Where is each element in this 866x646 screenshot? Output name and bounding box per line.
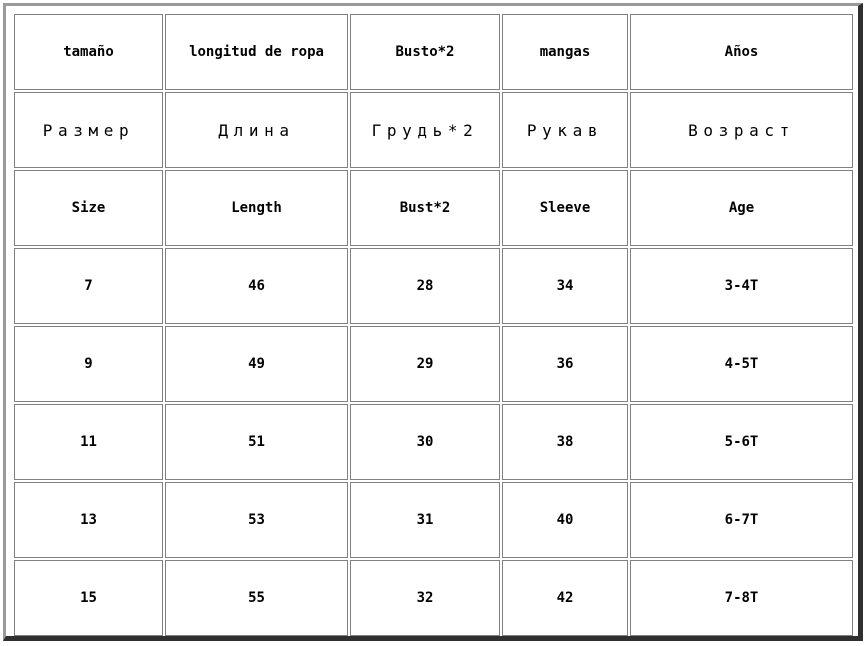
- header-cell: Años: [630, 14, 853, 90]
- length-cell: 49: [165, 326, 348, 402]
- length-cell: 51: [165, 404, 348, 480]
- table-row: [14, 404, 853, 480]
- sleeve-cell: 38: [502, 404, 628, 480]
- length-cell: 53: [165, 482, 348, 558]
- sleeve-cell: 34: [502, 248, 628, 324]
- table-row: [14, 326, 853, 402]
- bust-cell: 30: [350, 404, 500, 480]
- size-chart-table: [12, 12, 855, 638]
- size-cell: 11: [14, 404, 163, 480]
- age-cell: 6-7T: [630, 482, 853, 558]
- bust-cell: 29: [350, 326, 500, 402]
- table-row: [14, 248, 853, 324]
- bust-cell: 31: [350, 482, 500, 558]
- header-cell: longitud de ropa: [165, 14, 348, 90]
- age-cell: 4-5T: [630, 326, 853, 402]
- sleeve-cell: 36: [502, 326, 628, 402]
- table-row: [14, 560, 853, 636]
- header-cell: Size: [14, 170, 163, 246]
- bust-cell: 32: [350, 560, 500, 636]
- header-cell: Возраст: [630, 92, 853, 168]
- header-cell: Bust*2: [350, 170, 500, 246]
- sleeve-cell: 42: [502, 560, 628, 636]
- size-cell: 9: [14, 326, 163, 402]
- age-cell: 3-4T: [630, 248, 853, 324]
- length-cell: 46: [165, 248, 348, 324]
- bust-cell: 28: [350, 248, 500, 324]
- header-cell: Грудь*2: [350, 92, 500, 168]
- header-row-russian: [14, 92, 853, 168]
- header-cell: mangas: [502, 14, 628, 90]
- size-cell: 7: [14, 248, 163, 324]
- header-cell: Sleeve: [502, 170, 628, 246]
- size-cell: 13: [14, 482, 163, 558]
- header-cell: Размер: [14, 92, 163, 168]
- age-cell: 5-6T: [630, 404, 853, 480]
- table-row: [14, 482, 853, 558]
- header-cell: Рукав: [502, 92, 628, 168]
- size-chart-frame: [3, 3, 863, 641]
- header-cell: Length: [165, 170, 348, 246]
- header-cell: Busto*2: [350, 14, 500, 90]
- header-row-spanish: [14, 14, 853, 90]
- header-cell: Длина: [165, 92, 348, 168]
- size-cell: 15: [14, 560, 163, 636]
- header-row-english: [14, 170, 853, 246]
- age-cell: 7-8T: [630, 560, 853, 636]
- length-cell: 55: [165, 560, 348, 636]
- header-cell: Age: [630, 170, 853, 246]
- header-cell: tamaño: [14, 14, 163, 90]
- sleeve-cell: 40: [502, 482, 628, 558]
